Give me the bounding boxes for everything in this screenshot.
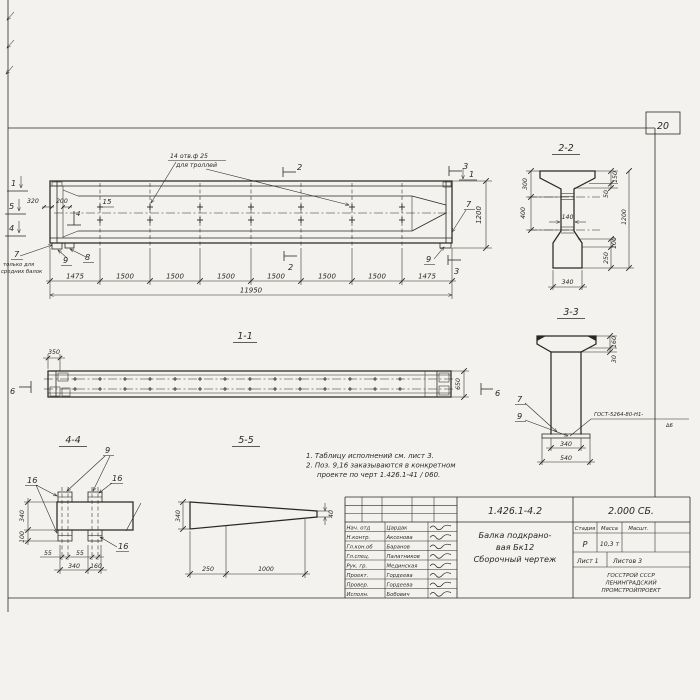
section-mark: 3 <box>454 266 460 276</box>
staff-name: Цардак <box>386 525 408 532</box>
dim-label: 1500 <box>116 272 134 281</box>
view-title: 1-1 <box>237 331 253 342</box>
view-4-4 <box>19 435 141 574</box>
position-label: 16 <box>27 475 38 485</box>
org-name: ГОССТРОЙ СССР <box>607 573 655 579</box>
holes-note: для троллей <box>176 162 217 169</box>
sheet-count: Листов 3 <box>613 558 643 565</box>
position-label: 7 <box>517 394 523 404</box>
section-mark: 5 <box>9 201 15 211</box>
org-name: ЛЕНИНГРАДСКИЙ <box>605 580 657 587</box>
dim-label: 340 <box>68 563 80 570</box>
sheet-frame <box>6 0 690 612</box>
staff-name: Палатников <box>386 554 420 560</box>
stage-header: Стадия <box>574 526 596 532</box>
dim-label: 55 <box>44 550 52 557</box>
dim-label: 1500 <box>217 272 235 281</box>
staff-role: Гл.спец. <box>346 554 370 560</box>
dim-label: 1475 <box>418 272 436 281</box>
position-label: 16 <box>118 541 129 551</box>
dim-label: 55 <box>76 550 84 557</box>
view-title: 5-5 <box>238 435 254 446</box>
dim-label: 340 <box>19 510 26 522</box>
position-label: 7 <box>14 249 20 259</box>
dim-label: 1475 <box>66 272 84 281</box>
staff-rows <box>347 525 452 598</box>
dim-label: 350 <box>48 349 60 356</box>
dim-label: 400 <box>520 207 527 219</box>
stage-value: Р <box>582 539 588 549</box>
staff-name: Бобович <box>386 592 410 598</box>
page-number: 20 <box>657 121 669 132</box>
section-cut-marks-2-3 <box>283 161 477 276</box>
mass-value: 10,3 т <box>599 541 620 548</box>
dim-label: 150 <box>612 171 619 183</box>
dim-label: 160 <box>611 336 618 348</box>
note-text: средних балок <box>1 269 43 275</box>
dim-label: 540 <box>560 455 572 462</box>
dim-label: 40 <box>328 510 335 518</box>
staff-role: Н.контр. <box>346 535 371 541</box>
section-mark: 1 <box>11 178 17 188</box>
dim-label: 1200 <box>475 206 483 224</box>
staff-role: Исполн. <box>346 592 369 598</box>
sheet-number: Лист 1 <box>577 558 599 565</box>
position-label: 9 <box>63 255 69 265</box>
dim-label: 1500 <box>318 272 336 281</box>
staff-name: Гордеева <box>386 573 413 579</box>
signature-marks <box>430 525 451 596</box>
holes-note: 14 отв.ф 25 <box>170 153 208 160</box>
dim-label: 50 <box>603 190 610 198</box>
dim-label: 250 <box>603 252 610 264</box>
dim-label: 340 <box>560 441 572 448</box>
dim-label: 320 <box>27 198 39 205</box>
staff-name: Мединская <box>386 563 418 570</box>
weld-note: ∆6 <box>666 423 673 429</box>
dim-label: 100 <box>611 237 618 249</box>
note-text: только для <box>3 262 35 268</box>
dim-label: 1500 <box>368 272 386 281</box>
doc-code: 2.000 СБ. <box>608 506 654 517</box>
weld-note: ГОСТ-5264-80-Н1- <box>594 412 644 418</box>
position-label: 9 <box>105 445 111 455</box>
dim-label: 650 <box>455 378 462 390</box>
position-label: 9 <box>517 411 523 421</box>
dim-label: 160 <box>90 563 102 570</box>
page-number-box <box>646 112 680 134</box>
dim-label: 1200 <box>621 209 628 225</box>
section-2-2 <box>520 143 634 290</box>
drawing-title: вая Бк12 <box>495 542 535 552</box>
drawing-title: Сборочный чертеж <box>473 554 557 564</box>
view-1-1 <box>10 331 500 400</box>
staff-role: Рук. гр. <box>346 563 368 570</box>
dim-label: 340 <box>561 279 574 286</box>
staff-name: Гордеева <box>386 582 413 589</box>
position-label: 15 <box>102 198 112 206</box>
staff-role: Проект. <box>346 573 369 579</box>
view-title: 4-4 <box>65 435 81 446</box>
title-block <box>345 497 690 598</box>
note-line: 1. Таблицу исполнений см. лист 3. <box>306 452 434 460</box>
dim-label: 1500 <box>166 272 184 281</box>
fold-mark-icon <box>6 12 14 74</box>
staff-role: Гл.кон.об <box>346 544 373 551</box>
position-label: 7 <box>466 199 472 209</box>
dim-label: 200 <box>56 198 68 205</box>
trolley-holes <box>97 204 405 223</box>
section-mark: 4 <box>9 223 15 233</box>
dim-label: 1000 <box>258 566 274 573</box>
note-line: проекте по черт 1.426.1-41 / 060. <box>317 471 441 479</box>
drawing-title: Балка подкрано- <box>478 530 552 540</box>
org-name: ПРОМСТРОЙПРОЕКТ <box>601 588 661 594</box>
revision-grid <box>345 497 457 522</box>
dim-label: 140 <box>561 214 574 221</box>
position-label: 16 <box>112 473 123 483</box>
section-mark: 1 <box>469 169 475 179</box>
section-title: 2-2 <box>558 143 574 154</box>
scale-header: Масшт. <box>628 526 649 532</box>
section-mark: 3 <box>463 161 469 171</box>
section-mark: 6 <box>495 388 501 398</box>
position-label: 8 <box>85 252 91 262</box>
main-elevation-view <box>1 153 492 299</box>
section-mark: 6 <box>10 386 16 396</box>
section-mark: 2 <box>297 162 303 172</box>
section-mark: 2 <box>288 262 294 272</box>
staff-name: Аксенова <box>386 535 413 541</box>
notes <box>306 452 456 479</box>
dim-label: 340 <box>175 510 182 522</box>
staff-role: Провер. <box>346 582 369 589</box>
mass-header: Масса <box>601 526 618 532</box>
staff-name: Баранов <box>386 544 410 551</box>
position-label: 9 <box>426 254 432 264</box>
section-cut-marks-left <box>5 176 28 236</box>
dim-label: 100 <box>19 531 26 543</box>
dim-label: 1500 <box>267 272 285 281</box>
note-line: 2. Поз. 9,16 заказываются в конкретном <box>306 461 456 470</box>
position-label: 4 <box>76 210 81 218</box>
dim-label: 250 <box>202 566 214 573</box>
doc-number: 1.426.1-4.2 <box>487 506 543 517</box>
section-title: 3-3 <box>563 307 579 318</box>
dim-label: 11950 <box>239 286 263 295</box>
dim-label: 30 <box>611 355 618 363</box>
dim-label: 300 <box>522 178 529 190</box>
staff-role: Нач. отд <box>346 525 371 532</box>
section-3-3 <box>515 307 689 465</box>
